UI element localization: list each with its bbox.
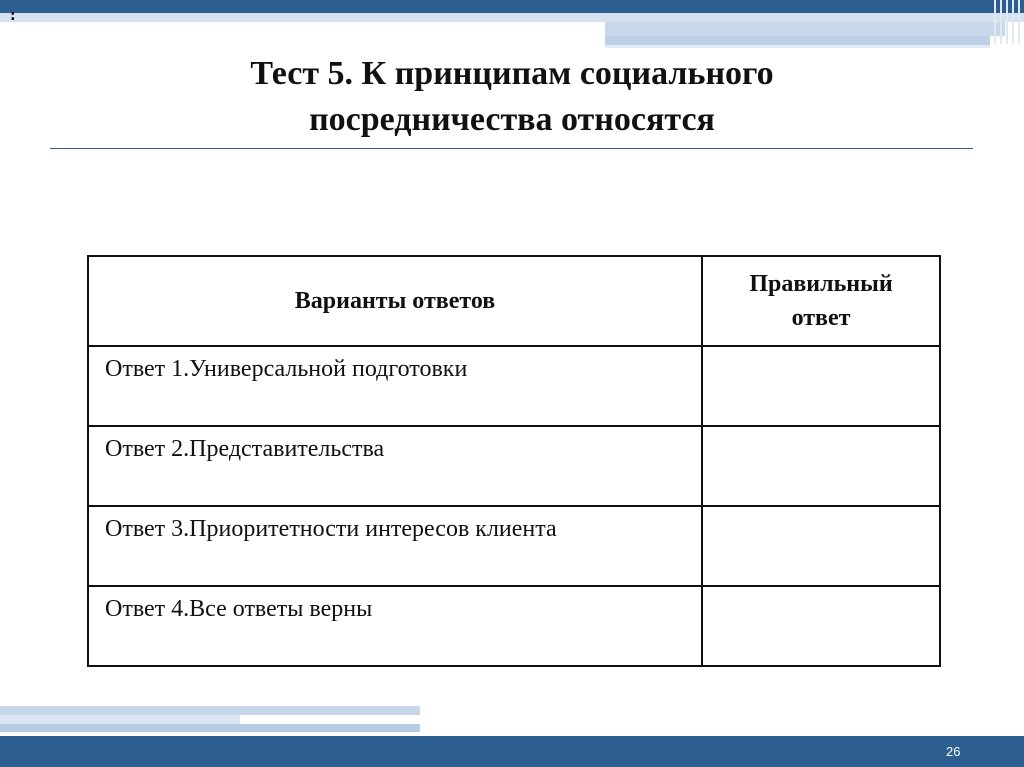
bottom-accent-bar	[0, 736, 1024, 767]
header-correct-line-1: Правильный	[749, 271, 893, 297]
title-line-1: Тест 5. К принципам социального	[250, 55, 774, 92]
header-correct-line-2: ответ	[791, 305, 851, 331]
decor-stripe	[1012, 0, 1014, 44]
table-row	[88, 586, 940, 666]
table-row	[88, 346, 940, 426]
answer-cell-2[interactable]	[702, 426, 940, 506]
answer-option-2: Ответ 2.Представительства	[88, 426, 702, 506]
decor-stripe	[1018, 0, 1020, 44]
page-number: 26	[946, 744, 961, 759]
slide-title	[100, 51, 924, 143]
answer-cell-3[interactable]	[702, 506, 940, 586]
table-row	[88, 506, 940, 586]
top-light-bar-3	[605, 36, 990, 45]
decor-stripe	[1006, 0, 1008, 44]
header-correct-answer	[702, 256, 940, 346]
header-options: Варианты ответов	[88, 256, 702, 346]
decor-stripe	[994, 0, 996, 44]
bottom-light-bar-2	[0, 715, 240, 724]
bottom-light-bar	[0, 706, 420, 715]
answer-option-3: Ответ 3.Приоритетности интересов клиента	[88, 506, 702, 586]
table-header-row	[88, 256, 940, 346]
top-light-bar	[0, 13, 1024, 22]
top-light-bar-2	[605, 22, 1005, 36]
answer-option-4: Ответ 4.Все ответы верны	[88, 586, 702, 666]
table-row	[88, 426, 940, 506]
decor-stripe	[1000, 0, 1002, 44]
top-accent-bar	[0, 0, 1024, 13]
answer-cell-4[interactable]	[702, 586, 940, 666]
bottom-light-bar-3	[0, 724, 420, 732]
answers-table	[87, 255, 941, 667]
answer-cell-1[interactable]	[702, 346, 940, 426]
top-light-line	[605, 45, 990, 48]
title-divider	[50, 148, 973, 149]
answer-option-1: Ответ 1.Универсальной подготовки	[88, 346, 702, 426]
title-line-2: посредничества относятся	[309, 101, 715, 138]
top-dot: :	[10, 8, 16, 24]
